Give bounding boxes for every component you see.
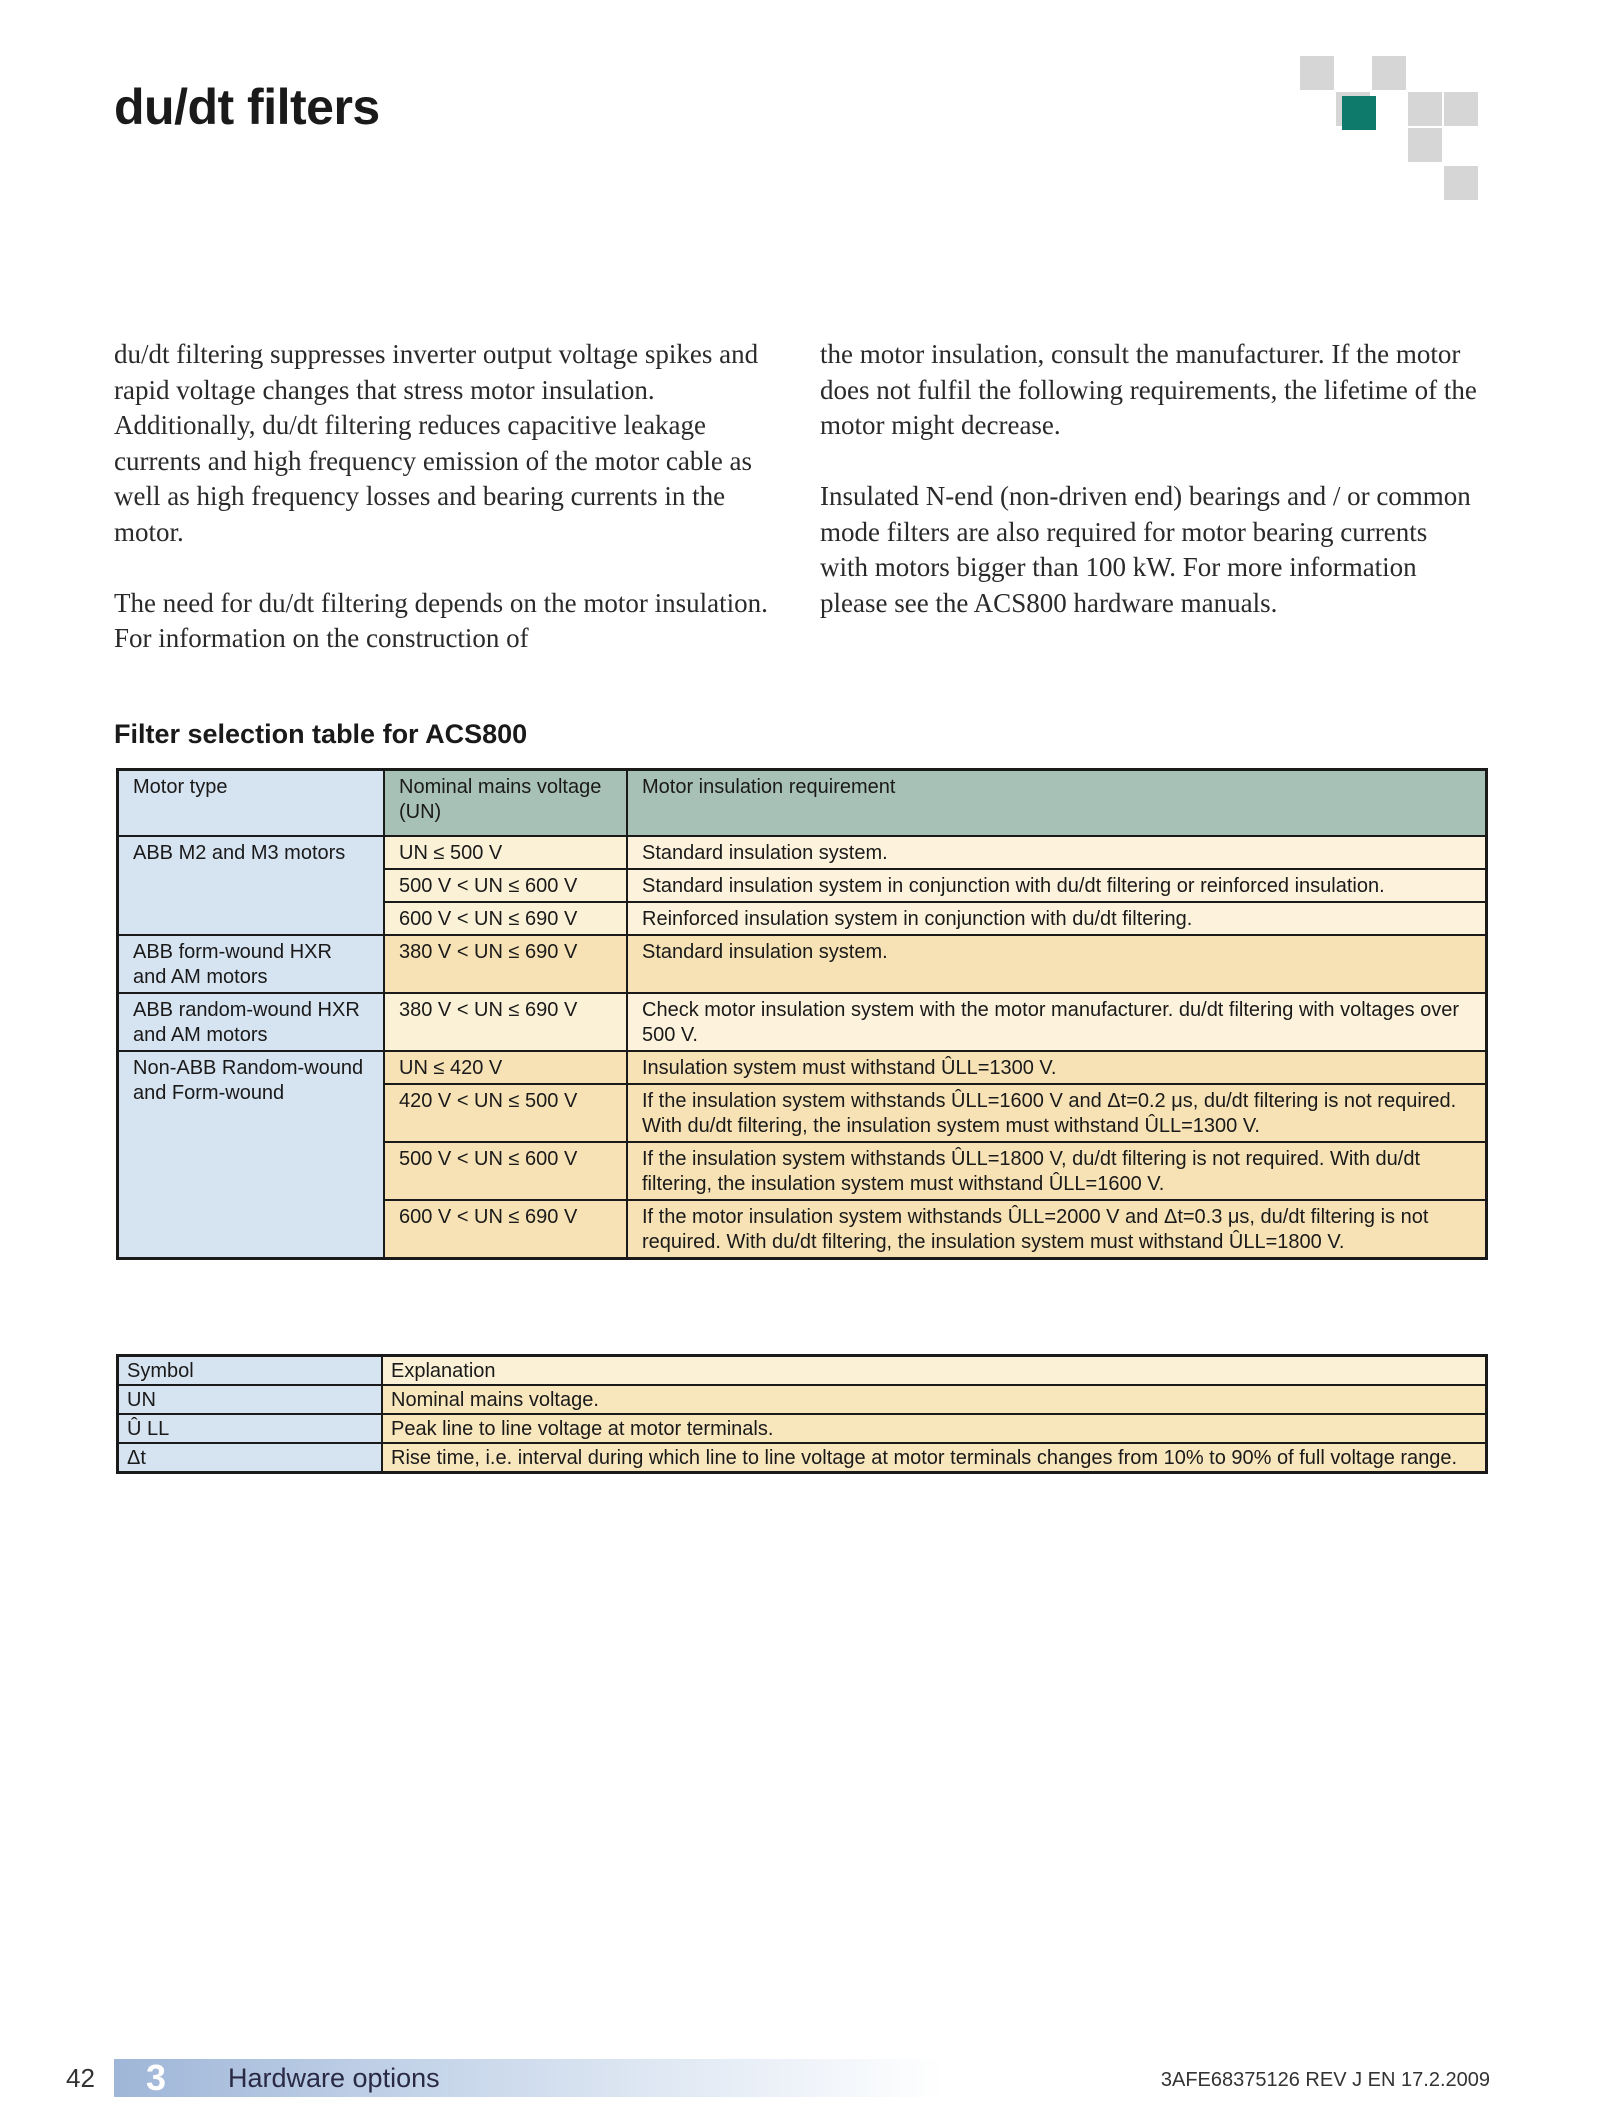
motor-type-cell: Non-ABB Random-wound and Form-wound [118,1051,385,1259]
paragraph: the motor insulation, consult the manufacturer. If the motor does not fulfil the following requirements, the lifetime of the motor might decrease. [820,339,1477,440]
explanation-cell: Peak line to line voltage at motor terminals. [382,1414,1487,1443]
requirement-cell: Insulation system must withstand ÛLL=1300 V. [627,1051,1487,1084]
motor-type-cell: ABB M2 and M3 motors [118,836,385,935]
table-title: Filter selection table for ACS800 [114,719,528,749]
table-row [118,1385,1487,1414]
voltage-cell: 380 V < UN ≤ 690 V [384,993,627,1051]
requirement-cell: Standard insulation system in conjunction with du/dt filtering or reinforced insulation. [627,869,1487,902]
voltage-cell: 600 V < UN ≤ 690 V [384,902,627,935]
abb-corner-logo [1300,56,1490,206]
table-row [118,836,1487,869]
explanation-cell: Nominal mains voltage. [382,1385,1487,1414]
requirement-cell: If the insulation system withstands ÛLL=1600 V and Δt=0.2 μs, du/dt filtering is not required. With du/dt filtering, the insulation system must withstand ÛLL=1300 V. [627,1084,1487,1142]
table-row [118,1051,1487,1084]
header-requirement: Motor insulation requirement [627,770,1487,837]
table-header-row [118,770,1487,837]
requirement-cell: If the motor insulation system withstands ÛLL=2000 V and Δt=0.3 μs, du/dt filtering is not required. With du/dt filtering, the insulation system must withstand ÛLL=1800 V. [627,1200,1487,1259]
motor-type-cell: ABB form-wound HXR and AM motors [118,935,385,993]
voltage-cell: UN ≤ 500 V [384,836,627,869]
voltage-cell: 500 V < UN ≤ 600 V [384,869,627,902]
voltage-cell: 420 V < UN ≤ 500 V [384,1084,627,1142]
symbol-cell: UN [118,1385,383,1414]
header-nominal-voltage: Nominal mains voltage (UN) [384,770,627,837]
requirement-cell: Reinforced insulation system in conjunction with du/dt filtering. [627,902,1487,935]
paragraph: The need for du/dt filtering depends on the motor insulation. For information on the construction of [114,587,768,653]
header-motor-type: Motor type [118,770,385,837]
intro-column-left [114,337,794,692]
voltage-cell: 500 V < UN ≤ 600 V [384,1142,627,1200]
chapter-number: 3 [146,2057,167,2098]
table-row [118,1414,1487,1443]
symbol-table [116,1354,1488,1474]
section-name: Hardware options [228,2063,440,2093]
page-number: 42 [66,2063,95,2093]
requirement-cell: If the insulation system withstands ÛLL=1800 V, du/dt filtering is not required. With du/dt filtering, the insulation system must withstand ÛLL=1600 V. [627,1142,1487,1200]
header-symbol: Symbol [118,1356,383,1386]
page-title: du/dt filters [114,79,380,135]
voltage-cell: UN ≤ 420 V [384,1051,627,1084]
intro-column-right [820,337,1480,657]
document-reference: 3AFE68375126 REV J EN 17.2.2009 [1160,2069,1490,2091]
paragraph: du/dt filtering suppresses inverter output voltage spikes and rapid voltage changes that stress motor insulation. Additionally, du/dt filtering reduces capacitive leakage currents and high frequency emission of the motor cable as well as high frequency losses and bearing currents in the motor. [114,339,759,547]
page-footer [0,2059,1600,2099]
requirement-cell: Standard insulation system. [627,836,1487,869]
table-row [118,993,1487,1051]
requirement-cell: Standard insulation system. [627,935,1487,993]
table-row [118,935,1487,993]
header-explanation: Explanation [382,1356,1487,1386]
requirement-cell: Check motor insulation system with the motor manufacturer. du/dt filtering with voltages over 500 V. [627,993,1487,1051]
filter-selection-table [116,768,1488,1260]
voltage-cell: 600 V < UN ≤ 690 V [384,1200,627,1259]
voltage-cell: 380 V < UN ≤ 690 V [384,935,627,993]
explanation-cell: Rise time, i.e. interval during which line to line voltage at motor terminals changes from 10% to 90% of full voltage range. [382,1443,1487,1473]
paragraph: Insulated N-end (non-driven end) bearings and / or common mode filters are also required for motor bearing currents with motors bigger than 100 kW. For more information please see the ACS800 hardware manuals. [820,481,1471,618]
table-header-row [118,1356,1487,1386]
motor-type-cell: ABB random-wound HXR and AM motors [118,993,385,1051]
symbol-cell: Δt [118,1443,383,1473]
table-row [118,1443,1487,1473]
symbol-cell: Û LL [118,1414,383,1443]
